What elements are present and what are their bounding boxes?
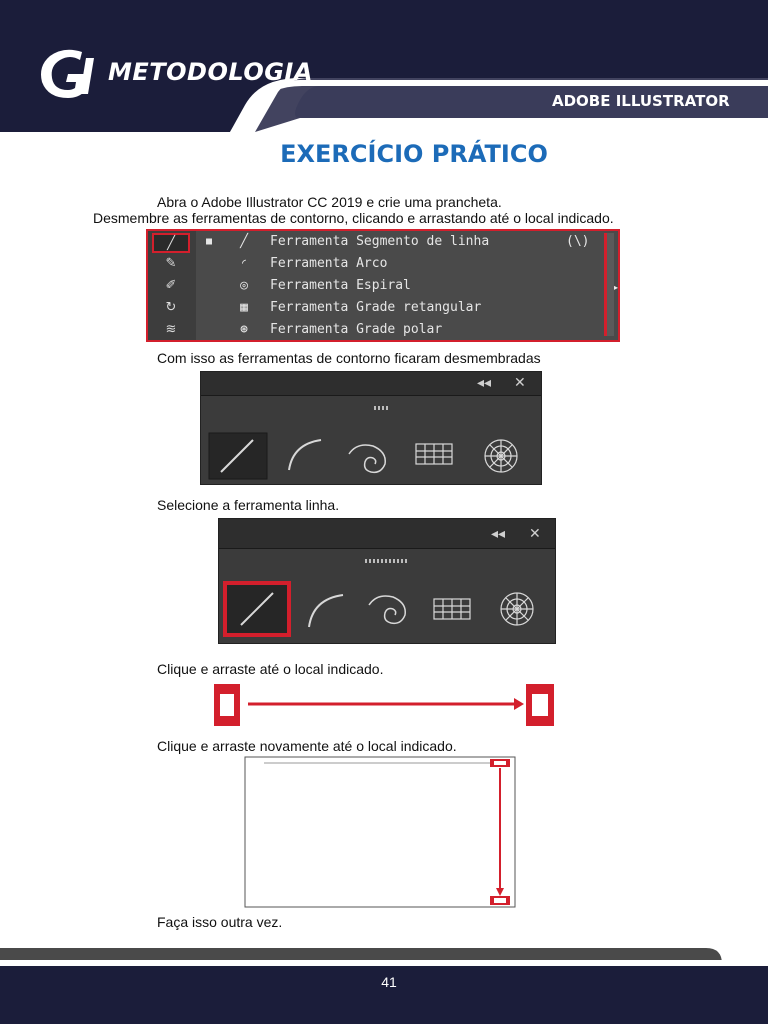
drag-1-text: Clique e arraste até o local indicado. (157, 661, 384, 677)
flyout-item-rectangular-grid[interactable] (198, 297, 598, 319)
repeat-text: Faça isso outra vez. (157, 914, 283, 930)
spiral-tool-button[interactable] (369, 596, 405, 623)
tearoff-arrow-icon[interactable]: ▸ (613, 283, 618, 292)
flyout-item-label: Ferramenta Segmento de linha (270, 234, 490, 249)
flyout-item-polar-grid[interactable] (198, 319, 598, 341)
polar-grid-tool-button[interactable] (485, 440, 517, 472)
flyout-item-label: Ferramenta Arco (270, 256, 388, 271)
arc-tool-button[interactable] (289, 440, 321, 470)
panel-1-tools (201, 372, 543, 486)
start-marker (214, 684, 240, 726)
arc-tool-button[interactable] (309, 595, 343, 627)
width-tool-icon[interactable]: ≋ (165, 321, 177, 336)
rectangular-grid-tool-button[interactable] (416, 444, 452, 464)
horizontal-drag-diagram (210, 680, 560, 730)
logo-mark-icon (34, 44, 104, 104)
line-segment-icon: ╱ (240, 234, 248, 249)
rectangular-grid-icon: ▦ (240, 300, 248, 315)
close-icon[interactable]: ✕ (529, 525, 541, 541)
intro-line-2: Desmembre as ferramentas de contorno, clicando e arrastando até o local indicado. (93, 210, 614, 226)
page-header (0, 0, 768, 140)
flyout-item-label: Ferramenta Espiral (270, 278, 411, 293)
top-marker (490, 759, 510, 767)
page-number: 41 (381, 974, 397, 990)
paintbrush-tool-icon[interactable]: ✎ (165, 255, 177, 270)
line-tool-button-selected[interactable] (225, 583, 289, 635)
rotate-tool-icon[interactable]: ↻ (165, 299, 177, 314)
course-label: ADOBE ILLUSTRATOR (552, 92, 730, 110)
polar-grid-icon: ⊛ (240, 322, 248, 337)
rectangular-grid-tool-button[interactable] (434, 599, 470, 619)
line-tool-button[interactable] (209, 433, 267, 479)
toolbar-strip (148, 231, 196, 340)
intro-line-1: Abra o Adobe Illustrator CC 2019 e crie uma prancheta. (157, 194, 502, 210)
logo-text: METODOLOGIA (108, 58, 313, 86)
panel-2-tools (219, 519, 557, 645)
end-marker (526, 684, 554, 726)
flyout-item-line-segment[interactable] (198, 231, 598, 253)
flyout-item-spiral[interactable] (198, 275, 598, 297)
select-line-text: Selecione a ferramenta linha. (157, 497, 340, 513)
flyout-item-shortcut: (\) (566, 234, 590, 249)
selected-bullet-icon: ■ (206, 236, 213, 247)
close-icon[interactable]: ✕ (514, 374, 526, 390)
page-title: EXERCÍCIO PRÁTICO (280, 140, 548, 168)
tearoff-panel-2 (218, 518, 556, 644)
collapse-icon[interactable]: ◂◂ (491, 525, 506, 541)
bottom-marker (490, 896, 510, 905)
shaper-tool-icon[interactable]: ✐ (165, 277, 177, 292)
arc-icon: ◜ (240, 256, 248, 271)
after-tearoff-text: Com isso as ferramentas de contorno ficaram desmembradas (157, 350, 541, 366)
contour-tools-flyout (146, 229, 620, 342)
flyout-item-arc[interactable] (198, 253, 598, 275)
drag-2-text: Clique e arraste novamente até o local indicado. (157, 738, 457, 754)
drag-arrow-icon (248, 698, 524, 710)
flyout-item-label: Ferramenta Grade polar (270, 322, 443, 337)
flyout-item-label: Ferramenta Grade retangular (270, 300, 482, 315)
polar-grid-tool-button[interactable] (501, 593, 533, 625)
vertical-drag-diagram (244, 756, 518, 910)
spiral-icon: ◎ (240, 278, 248, 293)
tearoff-panel-1 (200, 371, 542, 485)
spiral-tool-button[interactable] (349, 445, 385, 472)
collapse-icon[interactable]: ◂◂ (477, 374, 492, 390)
artboard (245, 757, 515, 907)
flyout-tearoff-bar[interactable] (604, 233, 614, 336)
line-tool-icon[interactable]: ╱ (152, 233, 190, 253)
